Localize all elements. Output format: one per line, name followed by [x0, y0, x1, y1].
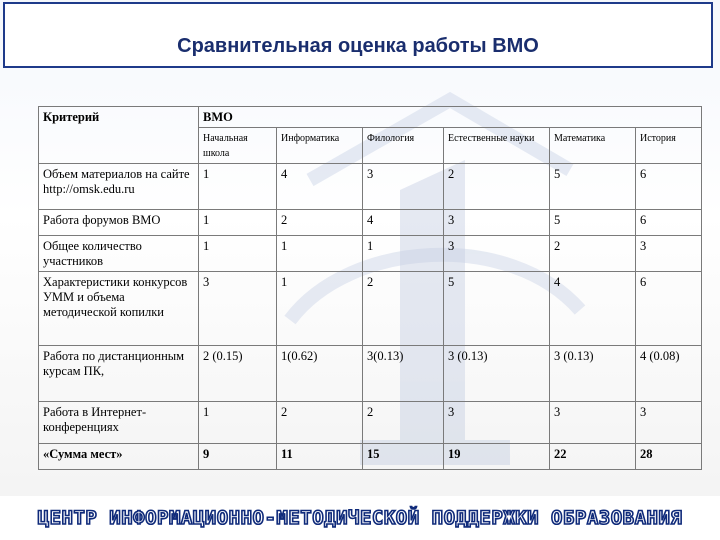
- row-label: Характеристики конкурсов УММ и объема методической копилки: [39, 272, 199, 346]
- table-cell: 3: [550, 402, 636, 444]
- table-row: [39, 272, 702, 346]
- table-cell: 1: [199, 402, 277, 444]
- table-cell: 3: [636, 402, 702, 444]
- footer-text: ЦЕНТР ИНФОРМАЦИОННО-МЕТОДИЧЕСКОЙ ПОДДЕРЖКИ ОБРАЗОВАНИЯ: [37, 507, 683, 529]
- table-cell: 2: [363, 272, 444, 346]
- table-cell: 6: [636, 210, 702, 236]
- table-header-row: [39, 107, 702, 128]
- row-label: «Сумма мест»: [39, 444, 199, 470]
- table-cell: 3: [444, 402, 550, 444]
- table-row: [39, 210, 702, 236]
- table-cell: 3: [363, 164, 444, 210]
- table-row: [39, 164, 702, 210]
- column-header: Информатика: [277, 128, 363, 164]
- table-row: [39, 236, 702, 272]
- row-label: Общее количество участников: [39, 236, 199, 272]
- column-header: Филология: [363, 128, 444, 164]
- table-cell: 6: [636, 272, 702, 346]
- row-label: Объем материалов на сайте http://omsk.edu.ru: [39, 164, 199, 210]
- column-header: Естественные науки: [444, 128, 550, 164]
- table-cell: 2 (0.15): [199, 346, 277, 402]
- table-cell: 4 (0.08): [636, 346, 702, 402]
- table-cell: 1: [363, 236, 444, 272]
- table-cell: 6: [636, 164, 702, 210]
- table-cell: 3: [444, 236, 550, 272]
- table-cell: 4: [363, 210, 444, 236]
- table-cell: 1: [199, 210, 277, 236]
- table-cell: 2: [550, 236, 636, 272]
- table-cell: 5: [550, 164, 636, 210]
- table-row: [39, 402, 702, 444]
- table-row: [39, 444, 702, 470]
- table-cell: 1: [199, 236, 277, 272]
- table-cell: 4: [550, 272, 636, 346]
- table-cell: 3 (0.13): [444, 346, 550, 402]
- table-cell: 9: [199, 444, 277, 470]
- comparison-table: [38, 106, 702, 470]
- column-header: История: [636, 128, 702, 164]
- table-cell: 28: [636, 444, 702, 470]
- table-cell: 15: [363, 444, 444, 470]
- table-row: [39, 346, 702, 402]
- column-header: Математика: [550, 128, 636, 164]
- table-cell: 4: [277, 164, 363, 210]
- row-label: Работа форумов ВМО: [39, 210, 199, 236]
- criterion-header: Критерий: [39, 107, 199, 164]
- table-cell: 3: [444, 210, 550, 236]
- footer-banner: [0, 496, 720, 540]
- table-cell: 5: [550, 210, 636, 236]
- title-box: [3, 2, 713, 68]
- table-cell: 3: [199, 272, 277, 346]
- table-cell: 3 (0.13): [550, 346, 636, 402]
- row-label: Работа по дистанционным курсам ПК,: [39, 346, 199, 402]
- table-cell: 1: [277, 236, 363, 272]
- table-cell: 2: [277, 402, 363, 444]
- table-cell: 1: [199, 164, 277, 210]
- table-cell: 22: [550, 444, 636, 470]
- table-cell: 2: [277, 210, 363, 236]
- table-cell: 1(0.62): [277, 346, 363, 402]
- column-header: Начальная школа: [199, 128, 277, 164]
- table-cell: 1: [277, 272, 363, 346]
- page-title: Сравнительная оценка работы ВМО: [177, 34, 539, 57]
- table-cell: 2: [444, 164, 550, 210]
- group-header: ВМО: [199, 107, 702, 128]
- table-cell: 11: [277, 444, 363, 470]
- table-cell: 3(0.13): [363, 346, 444, 402]
- row-label: Работа в Интернет-конференциях: [39, 402, 199, 444]
- table-cell: 2: [363, 402, 444, 444]
- table-cell: 19: [444, 444, 550, 470]
- table-cell: 3: [636, 236, 702, 272]
- table-cell: 5: [444, 272, 550, 346]
